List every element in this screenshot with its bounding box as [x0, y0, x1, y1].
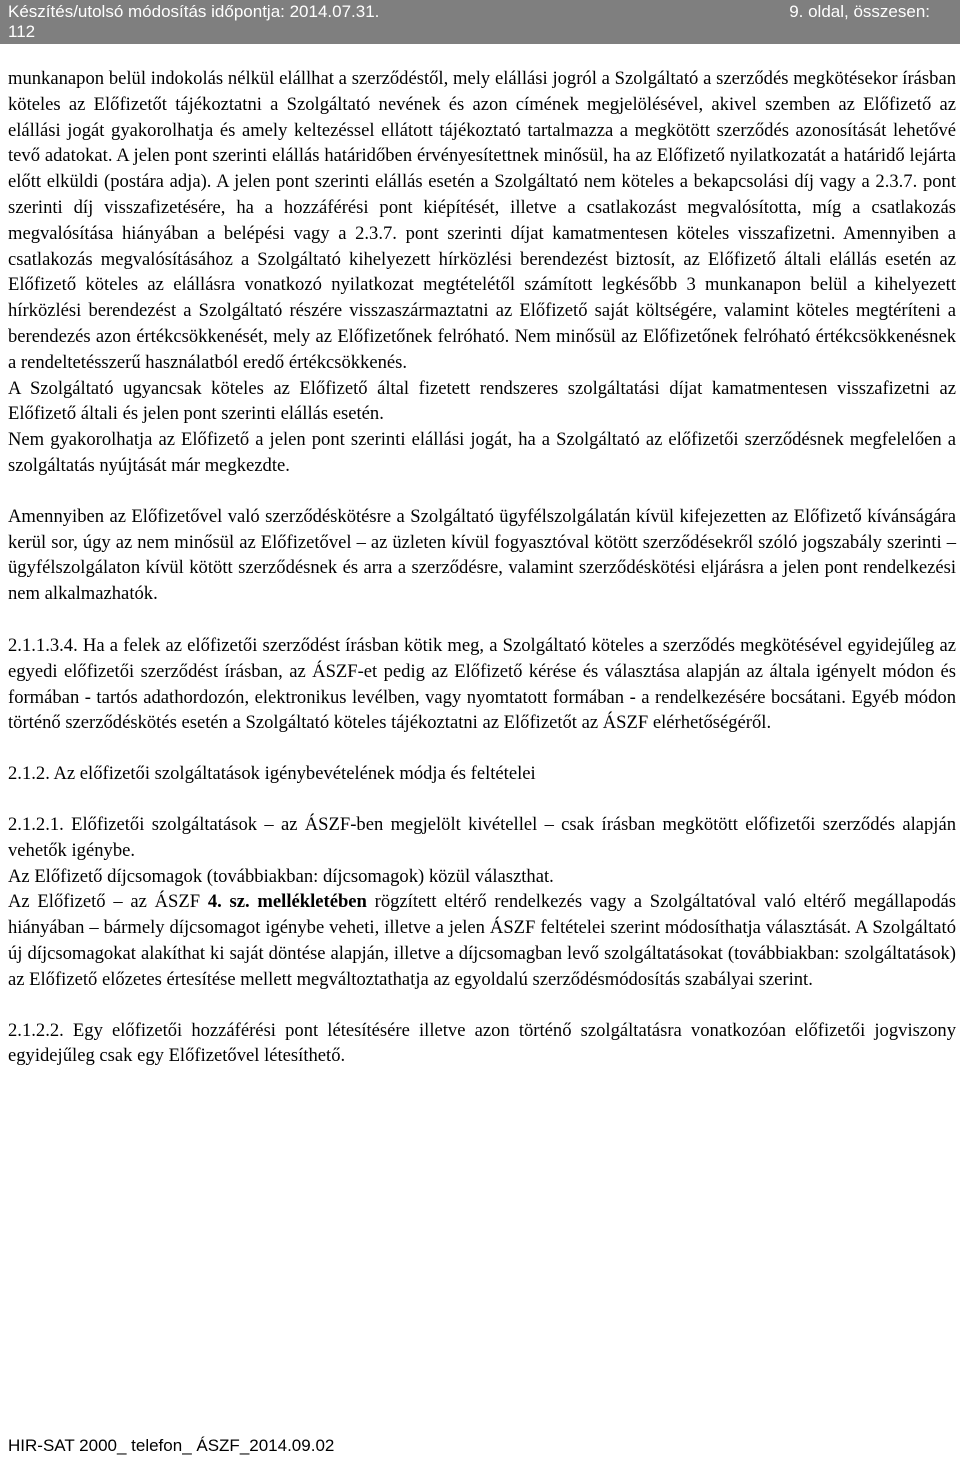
header-page-number: 9. oldal, összesen: — [789, 2, 930, 21]
page-footer: HIR-SAT 2000_ telefon_ ÁSZF_2014.09.02 — [8, 1436, 335, 1455]
section-2-1-1-3-4: 2.1.1.3.4. Ha a felek az előfizetői szerződést írásban kötik meg, a Szolgáltató köteles a szerződés megkötésével egyidejűleg az egyedi előfizetői szerződést írásban, az ÁSZF-et pedig az Előfizető kérése és választása alapján az általa igényelt módon és formában - tartós adathordozón, elektronikus levélben, vagy nyomtatott formában - a rendelkezésére bocsátani. Egyéb módon történő szerződéskötés esetén a Szolgáltató köteles tájékoztatni az Előfizetőt az ÁSZF elérhetőségéről. — [8, 634, 956, 734]
bold-reference: 4. sz. mellékletében — [207, 891, 367, 913]
header-timestamp: Készítés/utolsó módosítás időpontja: 2014.07.31. — [8, 2, 380, 21]
text-segment: Az Előfizető – az ÁSZF — [8, 891, 208, 913]
section-2-1-2-1: 2.1.2.1. Előfizetői szolgáltatások – az ÁSZF-ben megjelölt kivétellel – csak írásban megkötött előfizetői szerződés alapján vehetők igénybe. — [8, 813, 956, 861]
paragraph-refund: A Szolgáltató ugyancsak köteles az Előfizető által fizetett rendszeres szolgáltatási díjat kamatmentesen visszafizetni az Előfizető általi és jelen pont szerinti elállás esetén. — [8, 377, 956, 425]
section-2-1-2-2: 2.1.2.2. Egy előfizetői hozzáférési pont létesítésére illetve azon történő szolgáltatásra vonatkozóan előfizetői jogviszony egyidejűleg csak egy Előfizetővel létesíthető. — [8, 1019, 956, 1067]
header-page-total: 112 — [8, 22, 36, 41]
section-heading-2-1-2: 2.1.2. Az előfizetői szolgáltatások igénybevételének módja és feltételei — [8, 763, 536, 785]
paragraph-withdrawal: munkanapon belül indokolás nélkül elállhat a szerződéstől, mely elállási jogról a Szolgáltató a szerződés megkötésekor írásban köteles az Előfizetőt tájékoztatni a Szolgáltató nevének és azon címének megjelölésével, akivel szemben az Előfizető az elállási jogát gyakorolhatja és amely keltezéssel ellátott tájékoztató tartalmazza a megkötött szerződés azonosítását lehetővé tevő adatokat. A jelen pont szerinti elállás határidőben érvényesítettnek minősül, ha az Előfizető nyilatkozatát a határidő lejárta előtt elküldi (postára adja). A jelen pont szerinti elállás esetén a Szolgáltató nem köteles a bekapcsolási díj vagy a 2.3.7. pont szerinti díj visszafizetésére, ha a hozzáférési pont kiépítését, illetve a csatlakozást megvalósította, míg a csatlakozás megvalósítása hiányában a belépési vagy a 2.3.7. pont szerinti díjat kamatmentesen köteles visszafizetni. Amennyiben a csatlakozás megvalósításához a Szolgáltató kihelyezett hírközlési berendezést biztosít, az Előfizető általi elállás esetén az Előfizető köteles az elállásra vonatkozó nyilatkozat megtételétől számított legkésőbb 3 munkanapon belül a kihelyezett hírközlési berendezést a Szolgáltató részére visszaszármaztatni az Előfizető saját költségére, valamint köteles megtéríteni a berendezés azon értékcsökkenését, mely az Előfizetőnek felróható. Nem minősül az Előfizetőnek felróható értékcsökkenésnek a rendeltetésszerű használatból eredő értékcsökkenés. — [8, 68, 956, 373]
paragraph-packages: Az Előfizető díjcsomagok (továbbiakban: díjcsomagok) közül választhat. — [8, 865, 554, 887]
document-body — [8, 66, 956, 1069]
paragraph-exception: Nem gyakorolhatja az Előfizető a jelen pont szerinti elállási jogát, ha a Szolgáltató az előfizetői szerződésnek megfelelően a szolgáltatás nyújtását már megkezdte. — [8, 429, 956, 476]
paragraph-off-premises: Amennyiben az Előfizetővel való szerződéskötésre a Szolgáltató ügyfélszolgálatán kívül kifejezetten az Előfizető kívánságára kerül sor, úgy az nem minősül az Előfizetővel – az üzleten kívül fogyasztóval kötött szerződésekről szóló jogszabály szerinti – ügyfélszolgálaton kívül kötött szerződésnek és arra a szerződésre, valamint szerződéskötési eljárásra a jelen pont rendelkezési nem alkalmazhatók. — [8, 505, 956, 605]
text-segment: rögzített eltérő rendelkezés vagy a Szolgáltatóval való eltérő megállapodás hiányában – bármely díjcsomagot igénybe veheti, illetve a jelen ÁSZF feltételei szerint módosíthatja választását. A Szolgáltató új díjcsomagokat alakíthat ki saját döntése alapján, illetve a díjcsomagban levő szolgáltatásokat (továbbiakban: szolgáltatások) az Előfizető előzetes értesítése mellett megváltoztathatja az egyoldalú szerződésmódosítás szabályai szerint. — [8, 891, 956, 990]
page-header — [0, 0, 960, 44]
paragraph-package-choice — [8, 889, 956, 992]
